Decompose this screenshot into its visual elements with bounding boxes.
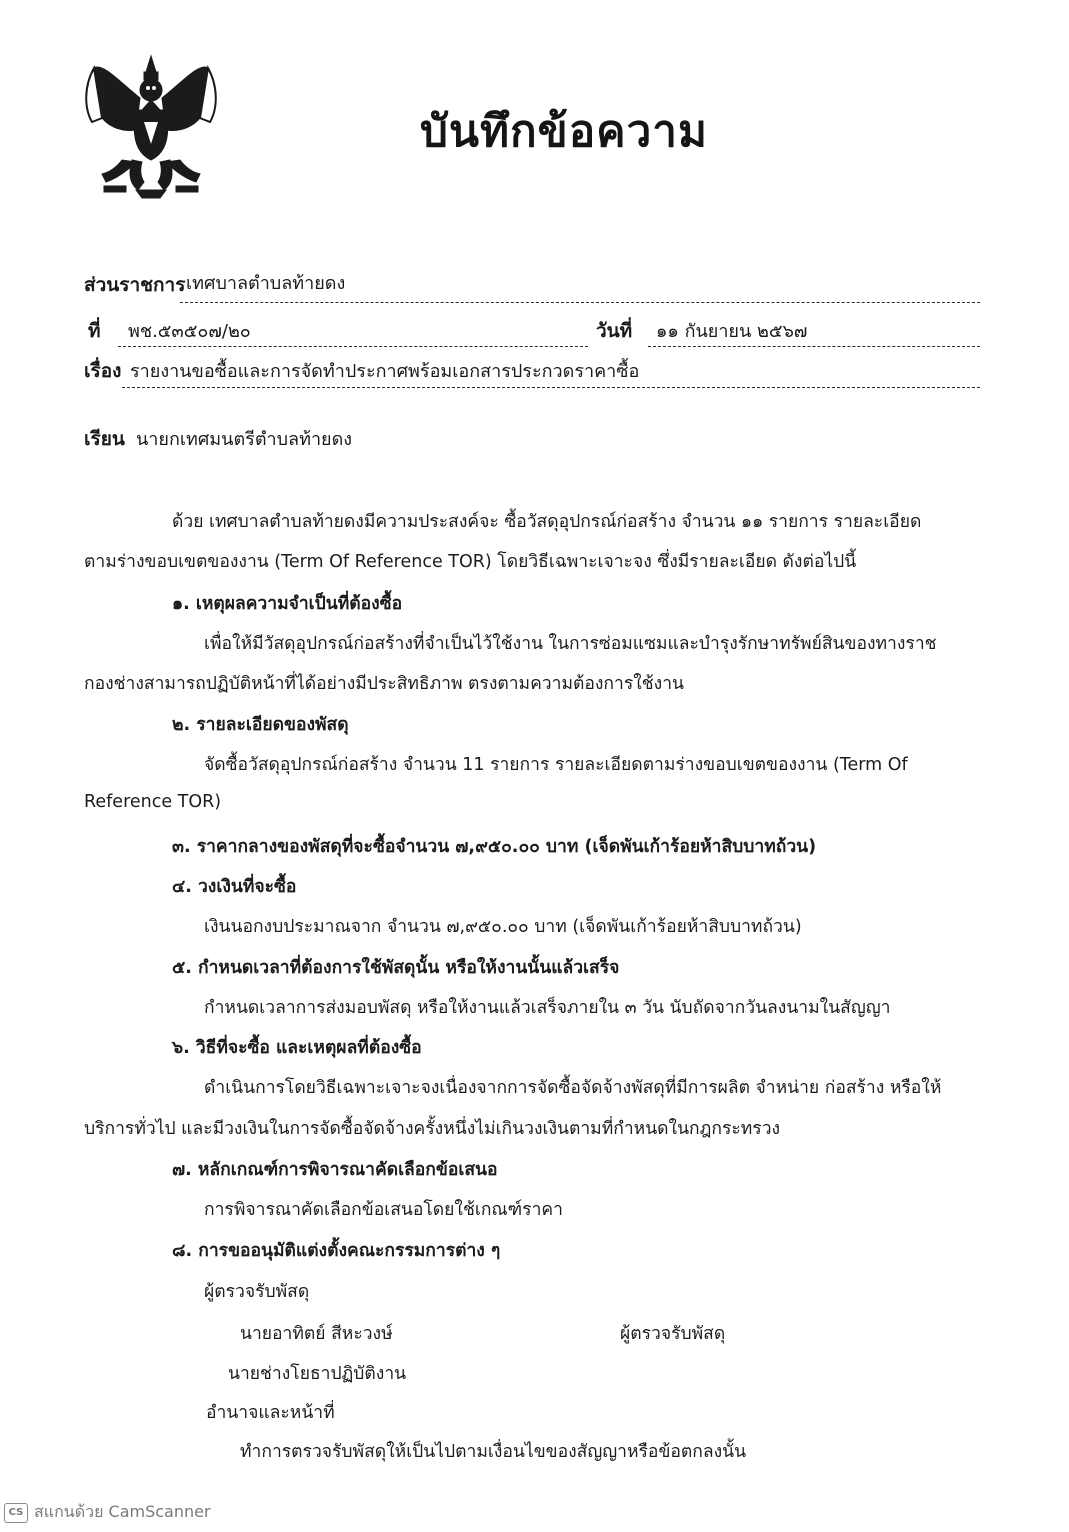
duty-heading: อำนาจและหน้าที่ (206, 1403, 335, 1423)
date-value: ๑๑ กันยายน ๒๕๖๗ (656, 321, 808, 342)
garuda-emblem-icon (80, 52, 222, 202)
date-label: วันที่ (596, 320, 633, 342)
to-label: เรียน (84, 428, 125, 450)
subject-value: รายงานขอซื้อและการจัดทำประกาศพร้อมเอกสารประกวดราคาซื้อ (130, 361, 640, 382)
camscanner-icon: CS (4, 1503, 28, 1523)
section-7-line-1: การพิจารณาคัดเลือกข้อเสนอโดยใช้เกณฑ์ราคา (204, 1200, 563, 1220)
document-title: บันทึกข้อความ (420, 106, 709, 157)
intro-line-2: ตามร่างขอบเขตของงาน (Term Of Reference TOR) โดยวิธีเฉพาะเจาะจง ซึ่งมีรายละเอียด ดังต่อไปนี้ (84, 552, 857, 572)
section-2-heading: ๒. รายละเอียดของพัสดุ (172, 715, 349, 735)
section-7-heading: ๗. หลักเกณฑ์การพิจารณาคัดเลือกข้อเสนอ (172, 1160, 498, 1180)
section-2-line-1: จัดซื้อวัสดุอุปกรณ์ก่อสร้าง จำนวน 11 รายการ รายละเอียดตามร่างขอบเขตของงาน (Term Of (204, 755, 908, 775)
section-1-heading: ๑. เหตุผลความจำเป็นที่ต้องซื้อ (172, 594, 403, 614)
intro-line-1: ด้วย เทศบาลตำบลท้ายดงมีความประสงค์จะ ซื้อวัสดุอุปกรณ์ก่อสร้าง จำนวน ๑๑ รายการ รายละเอียด (172, 512, 922, 532)
agency-label: ส่วนราชการ (84, 274, 186, 296)
section-4-heading: ๔. วงเงินที่จะซื้อ (172, 877, 297, 897)
to-value: นายกเทศมนตรีตำบลท้ายดง (136, 429, 353, 450)
committee-member-name: นายอาทิตย์ สีหะวงษ์ (240, 1324, 393, 1344)
agency-value: เทศบาลตำบลท้ายดง (186, 273, 346, 294)
section-1-line-2: กองช่างสามารถปฏิบัติหน้าที่ได้อย่างมีประสิทธิภาพ ตรงตามความต้องการใช้งาน (84, 674, 684, 694)
subject-underline (122, 387, 980, 388)
scanner-watermark (4, 1500, 211, 1525)
section-6-heading: ๖. วิธีที่จะซื้อ และเหตุผลที่ต้องซื้อ (172, 1038, 422, 1058)
section-5-heading: ๕. กำหนดเวลาที่ต้องการใช้พัสดุนั้น หรือให้งานนั้นแล้วเสร็จ (172, 958, 620, 978)
section-6-line-2: บริการทั่วไป และมีวงเงินในการจัดซื้อจัดจ้างครั้งหนึ่งไม่เกินวงเงินตามที่กำหนดในกฎกระทรวง (84, 1119, 781, 1139)
section-3-heading: ๓. ราคากลางของพัสดุที่จะซื้อจำนวน ๗,๙๕๐.๐๐ บาท (เจ็ดพันเก้าร้อยห้าสิบบาทถ้วน) (172, 837, 817, 857)
reference-label: ที่ (88, 320, 101, 342)
section-8-heading: ๘. การขออนุมัติแต่งตั้งคณะกรรมการต่าง ๆ (172, 1241, 501, 1261)
committee-member-position: นายช่างโยธาปฏิบัติงาน (228, 1364, 407, 1384)
scanner-text: สแกนด้วย CamScanner (34, 1502, 211, 1521)
committee-member-role: ผู้ตรวจรับพัสดุ (620, 1324, 726, 1344)
duty-line-1: ทำการตรวจรับพัสดุให้เป็นไปตามเงื่อนไขของสัญญาหรือข้อตกลงนั้น (240, 1442, 747, 1462)
section-6-line-1: ดำเนินการโดยวิธีเฉพาะเจาะจงเนื่องจากการจัดซื้อจัดจ้างพัสดุที่มีการผลิต จำหน่าย ก่อสร้าง หรือให้ (204, 1078, 942, 1098)
date-underline (648, 346, 980, 347)
subject-label: เรื่อง (84, 360, 122, 382)
section-2-line-2: Reference TOR) (84, 792, 222, 812)
reference-underline (118, 346, 588, 347)
agency-underline (180, 302, 980, 303)
section-5-line-1: กำหนดเวลาการส่งมอบพัสดุ หรือให้งานแล้วเสร็จภายใน ๓ วัน นับถัดจากวันลงนามในสัญญา (204, 998, 891, 1018)
section-1-line-1: เพื่อให้มีวัสดุอุปกรณ์ก่อสร้างที่จำเป็นไว้ใช้งาน ในการซ่อมแซมและบำรุงรักษาทรัพย์สินของทางราช (204, 634, 937, 654)
committee-title: ผู้ตรวจรับพัสดุ (204, 1282, 310, 1302)
section-4-line-1: เงินนอกงบประมาณจาก จำนวน ๗,๙๕๐.๐๐ บาท (เจ็ดพันเก้าร้อยห้าสิบบาทถ้วน) (204, 917, 802, 937)
reference-value: พช.๕๓๕๐๗/๒๐ (128, 321, 251, 342)
